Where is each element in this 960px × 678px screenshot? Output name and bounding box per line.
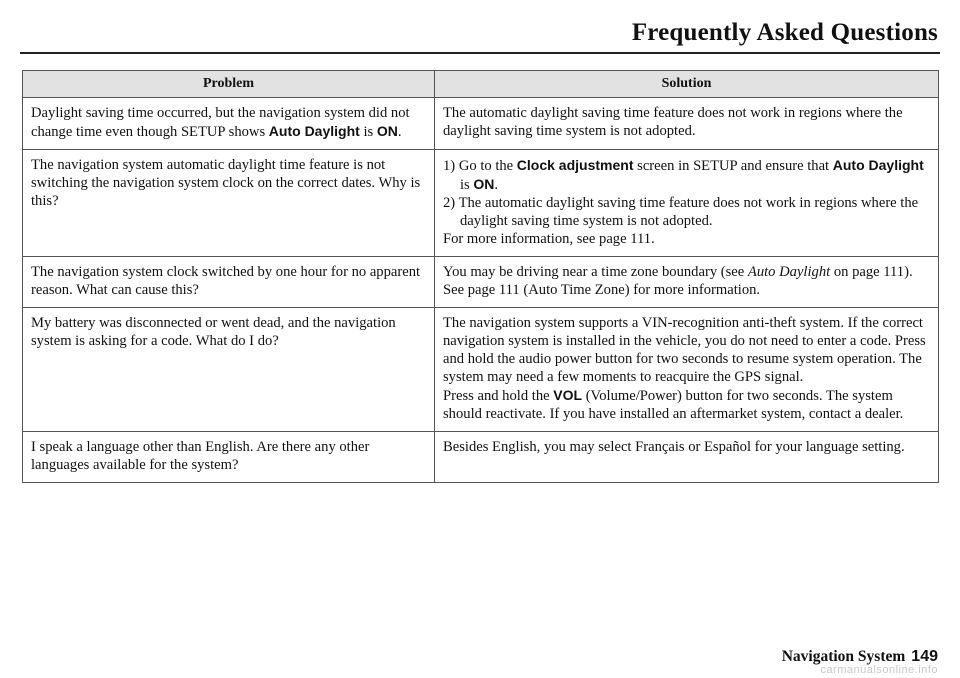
problem-cell: Daylight saving time occurred, but the navigation system did not change time even though SETUP shows Auto Daylight is ON.	[23, 98, 435, 150]
table-row	[23, 150, 939, 257]
problem-cell: The navigation system automatic daylight time feature is not switching the navigation system clock on the correct dates. Why is this?	[23, 150, 435, 257]
table-row	[23, 432, 939, 483]
table-row	[23, 308, 939, 432]
solution-cell: The automatic daylight saving time feature does not work in regions where the daylight saving time system is not adopted.	[435, 98, 939, 150]
faq-table	[22, 70, 939, 483]
ui-term: VOL	[553, 387, 583, 403]
column-header-solution: Solution	[435, 71, 939, 98]
table-row	[23, 98, 939, 150]
page-title: Frequently Asked Questions	[631, 19, 938, 46]
ui-term: Clock adjustment	[516, 157, 634, 173]
solution-cell	[435, 150, 939, 257]
problem-cell: The navigation system clock switched by one hour for no apparent reason. What can cause this?	[23, 257, 435, 308]
ui-term: Auto Daylight	[832, 157, 924, 173]
solution-cell: Besides English, you may select Français or Español for your language setting.	[435, 432, 939, 483]
table-row	[23, 257, 939, 308]
solution-cell: You may be driving near a time zone boundary (see Auto Daylight on page 111). See page 111 (Auto Time Zone) for more information.	[435, 257, 939, 308]
table-header-row	[23, 71, 939, 98]
ui-term: ON	[473, 176, 495, 192]
emphasis-term: Auto Daylight	[747, 264, 831, 280]
footer-section-title: Navigation System	[781, 648, 906, 665]
solution-step-2: 2) The automatic daylight saving time feature does not work in regions where the daylight saving time system is not adopted.	[443, 195, 919, 229]
problem-cell: I speak a language other than English. Are there any other languages available for the system?	[23, 432, 435, 483]
ui-term: ON	[376, 123, 398, 139]
title-divider	[20, 52, 940, 54]
ui-term: Auto Daylight	[268, 123, 360, 139]
solution-step-1: 1) Go to the Clock adjustment screen in SETUP and ensure that Auto Daylight is ON.	[443, 157, 924, 193]
page-number: 149	[911, 648, 938, 665]
solution-cell: The navigation system supports a VIN-recognition anti-theft system. If the correct navigation system is installed in the vehicle, you do not need to enter a code. Press and hold the audio power button for two seconds to resume system operation. The system may need a few moments to reacquire the GPS signal. Press and hold the VOL (Volume/Power) button for two seconds. The system should reactivate. If you have installed an aftermarket system, contact a dealer.	[435, 308, 939, 432]
watermark: carmanualsonline.info	[820, 664, 938, 676]
column-header-problem: Problem	[23, 71, 435, 98]
solution-note: For more information, see page 111.	[443, 231, 655, 247]
problem-cell: My battery was disconnected or went dead, and the navigation system is asking for a code. What do I do?	[23, 308, 435, 432]
